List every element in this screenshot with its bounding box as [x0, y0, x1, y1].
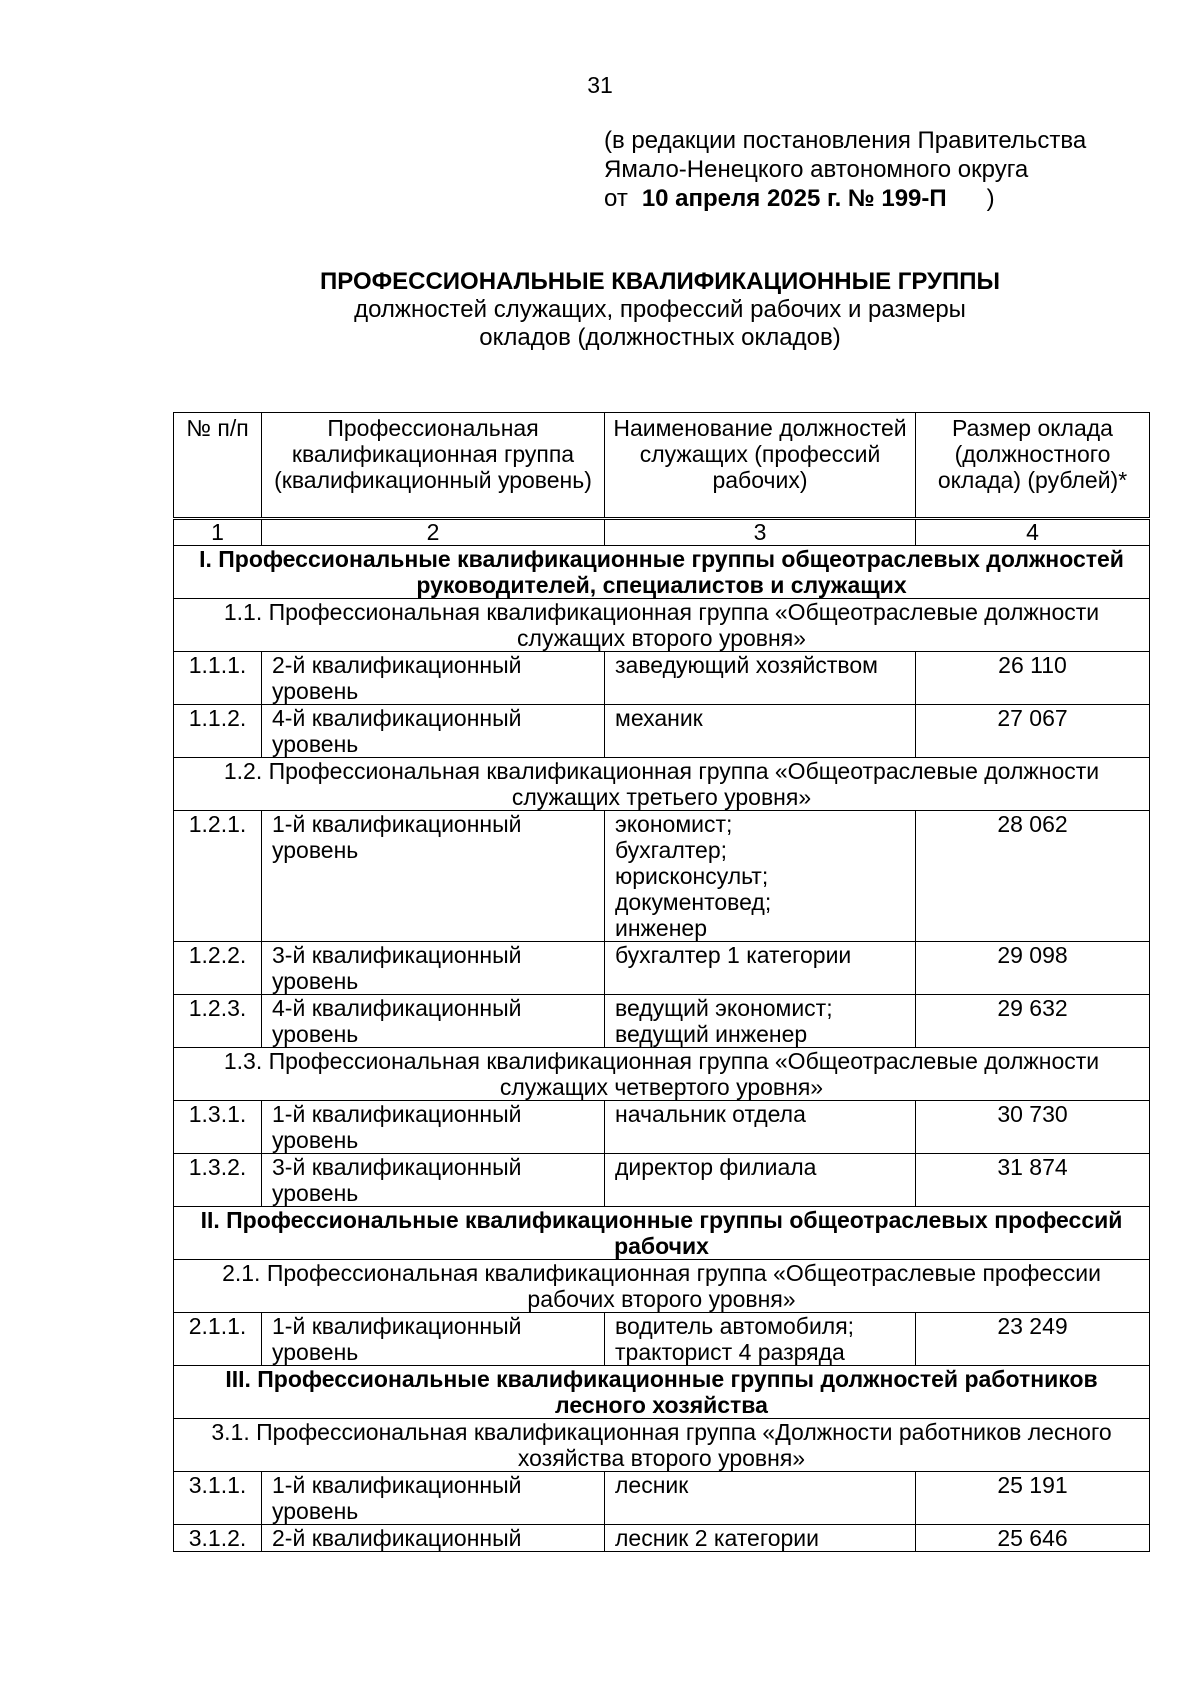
table-row	[174, 1101, 1150, 1154]
group-title: 1.2. Профессиональная квалификационная группа «Общеотраслевые должности служащих третьего уровня»	[174, 758, 1150, 811]
group-row	[174, 1048, 1150, 1101]
row-salary: 29 632	[916, 995, 1150, 1048]
position-name: директор филиала	[615, 1154, 817, 1180]
row-level: 1-й квалификационный уровень	[262, 811, 605, 942]
row-positions	[605, 1472, 916, 1525]
row-number: 1.2.3.	[174, 995, 262, 1048]
row-salary: 25 646	[916, 1525, 1150, 1552]
table-row	[174, 1154, 1150, 1207]
position-name: ведущий экономист;	[615, 995, 833, 1021]
row-level: 4-й квалификационный уровень	[262, 995, 605, 1048]
section-title: I. Профессиональные квалификационные группы общеотраслевых должностей руководителей, специалистов и служащих	[174, 546, 1150, 599]
table-row	[174, 1472, 1150, 1525]
row-number: 3.1.1.	[174, 1472, 262, 1525]
row-number: 1.1.1.	[174, 652, 262, 705]
row-level: 1-й квалификационный уровень	[262, 1313, 605, 1366]
column-number: 2	[262, 519, 605, 546]
row-number: 1.2.2.	[174, 942, 262, 995]
edition-line-2: Ямало-Ненецкого автономного округа	[604, 156, 1029, 183]
edition-note	[604, 126, 1086, 213]
column-number: 4	[916, 519, 1150, 546]
position-name: экономист;	[615, 811, 733, 837]
row-level: 1-й квалификационный уровень	[262, 1101, 605, 1154]
position-name: механик	[615, 705, 703, 731]
group-title: 1.1. Профессиональная квалификационная группа «Общеотраслевые должности служащих второго уровня»	[174, 599, 1150, 652]
section-row	[174, 1207, 1150, 1260]
edition-date: 10 апреля 2025 г. № 199-П	[641, 185, 947, 212]
column-number: 1	[174, 519, 262, 546]
edition-date-line	[604, 184, 1086, 213]
row-level: 4-й квалификационный уровень	[262, 705, 605, 758]
row-level: 1-й квалификационный уровень	[262, 1472, 605, 1525]
row-positions	[605, 1101, 916, 1154]
edition-line-1: (в редакции постановления Правительства	[604, 127, 1087, 154]
row-level: 3-й квалификационный уровень	[262, 1154, 605, 1207]
title-sub-2: окладов (должностных окладов)	[479, 324, 841, 351]
edition-suffix: )	[986, 185, 995, 212]
position-name: заведующий хозяйством	[615, 652, 878, 678]
table-row	[174, 995, 1150, 1048]
group-row	[174, 1260, 1150, 1313]
row-salary: 31 874	[916, 1154, 1150, 1207]
row-positions	[605, 995, 916, 1048]
header-positions: Наименование должностей служащих (профессий рабочих)	[605, 413, 916, 519]
position-name: юрисконсульт;	[615, 863, 769, 889]
position-name: лесник	[615, 1472, 689, 1498]
position-name: документовед;	[615, 889, 772, 915]
table-row	[174, 1525, 1150, 1552]
row-salary: 29 098	[916, 942, 1150, 995]
row-salary: 23 249	[916, 1313, 1150, 1366]
group-title: 2.1. Профессиональная квалификационная группа «Общеотраслевые профессии рабочих второго уровня»	[174, 1260, 1150, 1313]
row-level: 2-й квалификационный уровень	[262, 652, 605, 705]
row-positions	[605, 1154, 916, 1207]
row-level: 2-й квалификационный	[262, 1525, 605, 1552]
table-row	[174, 705, 1150, 758]
row-number: 2.1.1.	[174, 1313, 262, 1366]
group-title: 3.1. Профессиональная квалификационная группа «Должности работников лесного хозяйства второго уровня»	[174, 1419, 1150, 1472]
title-main: ПРОФЕССИОНАЛЬНЫЕ КВАЛИФИКАЦИОННЫЕ ГРУППЫ	[320, 268, 1000, 295]
position-name: инженер	[615, 915, 708, 941]
position-name: ведущий инженер	[615, 1021, 808, 1047]
row-salary: 30 730	[916, 1101, 1150, 1154]
position-name: бухгалтер;	[615, 837, 728, 863]
group-row	[174, 599, 1150, 652]
row-level: 3-й квалификационный уровень	[262, 942, 605, 995]
row-number: 1.1.2.	[174, 705, 262, 758]
column-number: 3	[605, 519, 916, 546]
edition-prefix: от	[604, 185, 628, 212]
header-num: № п/п	[174, 413, 262, 519]
row-number: 1.2.1.	[174, 811, 262, 942]
row-positions	[605, 652, 916, 705]
table-row	[174, 811, 1150, 942]
row-number: 1.3.1.	[174, 1101, 262, 1154]
row-salary: 25 191	[916, 1472, 1150, 1525]
section-title: II. Профессиональные квалификационные группы общеотраслевых профессий рабочих	[174, 1207, 1150, 1260]
row-salary: 28 062	[916, 811, 1150, 942]
row-positions	[605, 811, 916, 942]
position-name: лесник 2 категории	[615, 1525, 819, 1551]
row-positions	[605, 1313, 916, 1366]
row-number: 3.1.2.	[174, 1525, 262, 1552]
row-positions	[605, 942, 916, 995]
position-name: водитель автомобиля;	[615, 1313, 855, 1339]
header-salary: Размер оклада (должностного оклада) (рублей)*	[916, 413, 1150, 519]
table-row	[174, 942, 1150, 995]
row-positions	[605, 1525, 916, 1552]
row-salary: 26 110	[916, 652, 1150, 705]
table-row	[174, 1313, 1150, 1366]
position-name: начальник отдела	[615, 1101, 806, 1127]
table-row	[174, 652, 1150, 705]
header-group: Профессиональная квалификационная группа (квалификационный уровень)	[262, 413, 605, 519]
position-name: тракторист 4 разряда	[615, 1339, 845, 1365]
page-number: 31	[587, 72, 613, 98]
header-row	[174, 413, 1150, 519]
group-row	[174, 758, 1150, 811]
section-title: III. Профессиональные квалификационные группы должностей работников лесного хозяйства	[174, 1366, 1150, 1419]
section-row	[174, 546, 1150, 599]
row-positions	[605, 705, 916, 758]
salary-table	[173, 412, 1150, 1552]
document-title	[0, 268, 1200, 352]
row-number: 1.3.2.	[174, 1154, 262, 1207]
group-title: 1.3. Профессиональная квалификационная группа «Общеотраслевые должности служащих четвертого уровня»	[174, 1048, 1150, 1101]
group-row	[174, 1419, 1150, 1472]
column-number-row	[174, 519, 1150, 546]
position-name: бухгалтер 1 категории	[615, 942, 852, 968]
title-sub-1: должностей служащих, профессий рабочих и размеры	[354, 296, 966, 323]
row-salary: 27 067	[916, 705, 1150, 758]
section-row	[174, 1366, 1150, 1419]
